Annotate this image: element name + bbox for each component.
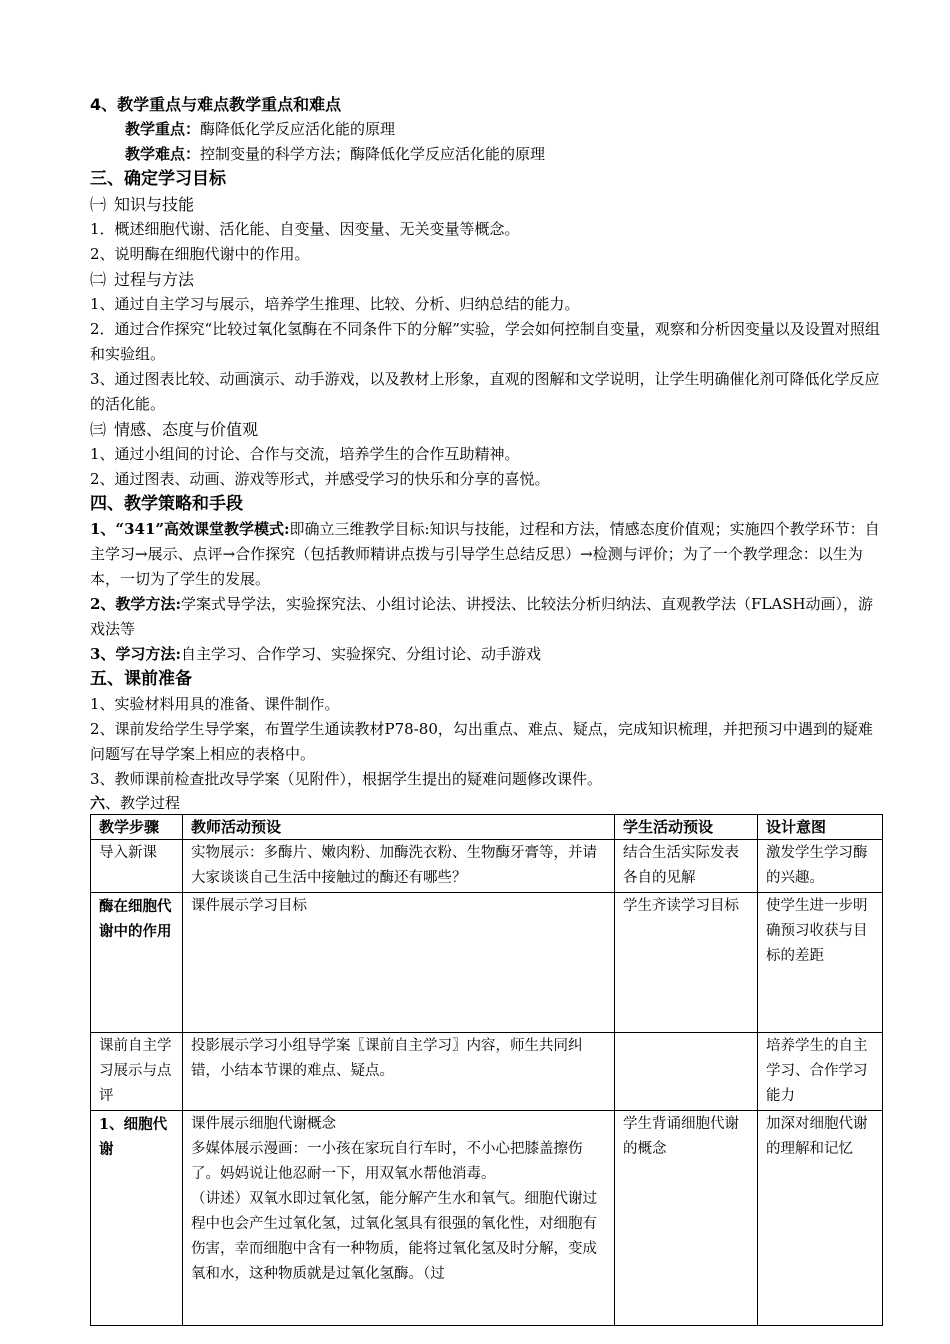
strategy-item-1-text: 即确立三维教学目标:知识与技能，过程和方法，情感态度价值观；实施四个教学环节：自主学习→展示、点评→合作探究（包括教师精讲点拨与引导学生总结反思）→检测与评价；为了一个教学理念：以生为本，一切为了学生的发展。 bbox=[90, 520, 880, 588]
goals-sub2 bbox=[90, 267, 882, 292]
cell-intent: 加深对细胞代谢的理解和记忆 bbox=[758, 1111, 883, 1326]
prep-item-1: 1、实验材料用具的准备、课件制作。 bbox=[90, 695, 340, 713]
sub2-number: ㈡ bbox=[90, 270, 107, 289]
process-item-3: 3、通过图表比较、动画演示、动手游戏，以及教材上形象，直观的图解和文学说明，让学生明确催化剂可降低化学反应的活化能。 bbox=[90, 370, 880, 413]
key-point-text: 酶降低化学反应活化能的原理 bbox=[200, 120, 396, 138]
section-4-title: 4、教学重点与难点教学重点和难点 bbox=[90, 95, 342, 114]
cell-intent: 使学生进一步明确预习收获与目标的差距 bbox=[758, 893, 883, 1033]
process-title-number: 六 bbox=[90, 794, 106, 812]
cell-intent: 培养学生的自主学习、合作学习能力 bbox=[758, 1033, 883, 1111]
cell-intent: 激发学生学习酶的兴趣。 bbox=[758, 840, 883, 893]
process-item-1: 1、通过自主学习与展示，培养学生推理、比较、分析、归纳总结的能力。 bbox=[90, 295, 580, 313]
cell-teacher: 投影展示学习小组导学案〖课前自主学习〗内容，师生共同纠错，小结本节课的难点、疑点。 bbox=[183, 1033, 615, 1111]
teacher-line-1: 课件展示细胞代谢概念 bbox=[191, 1116, 336, 1132]
table-row bbox=[91, 1111, 883, 1326]
sub3-text: 情感、态度与价值观 bbox=[114, 420, 259, 439]
strategy-item-2 bbox=[90, 592, 882, 642]
cell-student bbox=[615, 1033, 758, 1111]
cell-step: 1、细胞代谢 bbox=[91, 1111, 183, 1326]
key-point-label: 教学重点： bbox=[125, 120, 201, 138]
strategy-item-3 bbox=[90, 642, 882, 667]
process-title bbox=[90, 792, 882, 814]
cell-student: 学生背诵细胞代谢的概念 bbox=[615, 1111, 758, 1326]
emotion-item-1: 1、通过小组间的讨论、合作与交流，培养学生的合作互助精神。 bbox=[90, 445, 520, 463]
process-item-2: 2．通过合作探究“比较过氧化氢酶在不同条件下的分解”实验，学会如何控制自变量，观察和分析因变量以及设置对照组和实验组。 bbox=[90, 320, 880, 363]
cell-step: 导入新课 bbox=[91, 840, 183, 893]
prep-item-3: 3、教师课前检查批改导学案（见附件），根据学生提出的疑难问题修改课件。 bbox=[90, 770, 603, 788]
strategy-item-1-label: 1、“341”高效课堂教学模式: bbox=[90, 520, 290, 538]
prep-title: 五、课前准备 bbox=[90, 669, 192, 689]
difficulty-line bbox=[90, 142, 882, 167]
difficulty-text: 控制变量的科学方法；酶降低化学反应活化能的原理 bbox=[200, 145, 546, 163]
header-student: 学生活动预设 bbox=[615, 815, 758, 840]
table-row bbox=[91, 1033, 883, 1111]
cell-teacher bbox=[183, 1111, 615, 1326]
strategy-item-2-text: 学案式导学法，实验探究法、小组讨论法、讲授法、比较法分析归纳法、直观教学法（FLASH动画），游戏法等 bbox=[90, 595, 874, 638]
teacher-line-3: （讲述）双氧水即过氧化氢，能分解产生水和氧气。细胞代谢过程中也会产生过氧化氢，过氧化氢具有很强的氧化性，对细胞有伤害，幸而细胞中含有一种物质，能将过氧化氢及时分解，变成氧和水，这种物质就是过氧化氢酶。（过 bbox=[191, 1191, 597, 1282]
strategy-item-1 bbox=[90, 517, 882, 592]
strategy-title: 四、教学策略和手段 bbox=[90, 494, 243, 514]
strategy-item-2-label: 2、教学方法: bbox=[90, 595, 181, 613]
cell-student: 结合生活实际发表各自的见解 bbox=[615, 840, 758, 893]
process-table bbox=[90, 814, 883, 1326]
cell-teacher: 实物展示：多酶片、嫩肉粉、加酶洗衣粉、生物酶牙膏等，并请大家谈谈自己生活中接触过的酶还有哪些？ bbox=[183, 840, 615, 893]
table-header-row bbox=[91, 815, 883, 840]
sub3-number: ㈢ bbox=[90, 420, 107, 439]
key-point-line bbox=[90, 117, 882, 142]
sub1-text: 知识与技能 bbox=[114, 195, 195, 214]
sub1-number: ㈠ bbox=[90, 195, 107, 214]
document-page bbox=[90, 92, 882, 1326]
cell-teacher: 课件展示学习目标 bbox=[183, 893, 615, 1033]
sub2-text: 过程与方法 bbox=[114, 270, 195, 289]
header-step: 教学步骤 bbox=[91, 815, 183, 840]
emotion-item-2: 2、通过图表、动画、游戏等形式，并感受学习的快乐和分享的喜悦。 bbox=[90, 470, 550, 488]
knowledge-item-1: 1．概述细胞代谢、活化能、自变量、因变量、无关变量等概念。 bbox=[90, 220, 520, 238]
goals-sub1 bbox=[90, 192, 882, 217]
header-teacher: 教师活动预设 bbox=[183, 815, 615, 840]
strategy-item-3-text: 自主学习、合作学习、实验探究、分组讨论、动手游戏 bbox=[180, 645, 541, 663]
cell-step: 课前自主学习展示与点评 bbox=[91, 1033, 183, 1111]
cell-step: 酶在细胞代谢中的作用 bbox=[91, 893, 183, 1033]
process-title-text: 、教学过程 bbox=[105, 794, 181, 812]
knowledge-item-2: 2、说明酶在细胞代谢中的作用。 bbox=[90, 245, 310, 263]
goals-title: 三、确定学习目标 bbox=[90, 169, 226, 189]
prep-item-2: 2、课前发给学生导学案，布置学生通读教材P78-80，勾出重点、难点、疑点，完成知识梳理，并把预习中遇到的疑难问题写在导学案上相应的表格中。 bbox=[90, 720, 873, 763]
teacher-line-2: 多媒体展示漫画：一小孩在家玩自行车时，不小心把膝盖擦伤了。妈妈说让他忍耐一下，用双氧水帮他消毒。 bbox=[191, 1141, 583, 1182]
table-row bbox=[91, 840, 883, 893]
difficulty-label: 教学难点： bbox=[125, 145, 201, 163]
table-row bbox=[91, 893, 883, 1033]
header-intent: 设计意图 bbox=[758, 815, 883, 840]
goals-sub3 bbox=[90, 417, 882, 442]
cell-student: 学生齐读学习目标 bbox=[615, 893, 758, 1033]
strategy-item-3-label: 3、学习方法: bbox=[90, 645, 181, 663]
